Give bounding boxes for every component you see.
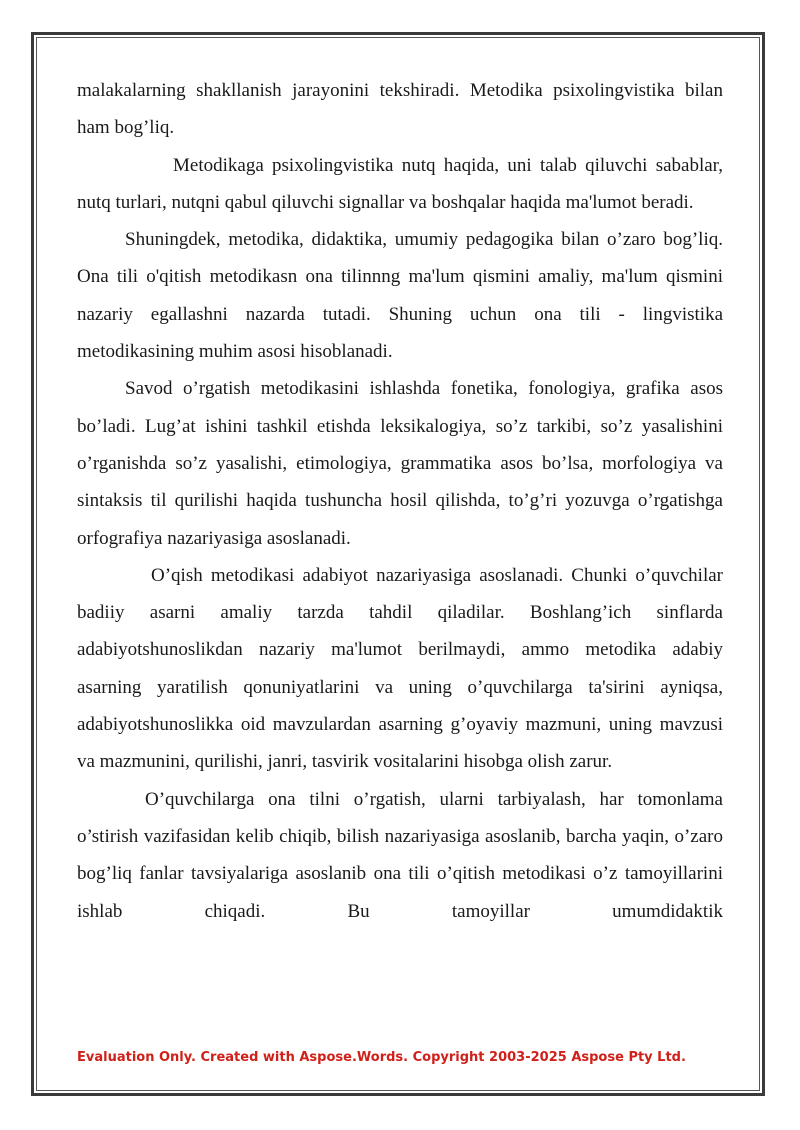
evaluation-watermark: Evaluation Only. Created with Aspose.Words. Copyright 2003-2025 Aspose Pty Ltd. xyxy=(77,1050,686,1065)
paragraph: Shuningdek, metodika, didaktika, umumiy pedagogika bilan o’zaro bog’liq. Ona tili o'qitish metodikasn ona tilinnng ma'lum qismini amaliy, ma'lum qismini nazariy egallashni nazarda tutadi. Shuning uchun ona tili - lingvistika metodikasining muhim asosi hisoblanadi. xyxy=(77,229,723,363)
paragraph: O’qish metodikasi adabiyot nazariyasiga asoslanadi. Chunki o’quvchilar badiiy asarni amaliy tarzda tahdil qiladilar. Boshlang’ich sinflarda adabiyotshunoslikdan nazariy ma'lumot berilmaydi, ammo metodika adabiy asarning yaratilish qonuniyatlarini va uning o’quvchilarga ta'sirini ayniqsa, adabiyotshunoslikka oid mavzulardan asarning g’oyaviy mazmuni, uning mavzusi va mazmunini, qurilishi, janri, tasvirik vositalarini hisobga olish zarur. xyxy=(77,564,723,773)
paragraph: O’quvchilarga ona tilni o’rgatish, ularni tarbiyalash, har tomonlama o’stirish vazifasidan kelib chiqib, bilish nazariyasiga asoslanib, barcha yaqin, o’zaro bog’liq fanlar tavsiyalariga asoslanib ona tili o’qitish metodikasi o’z tamoyillarini ishlab chiqadi. Bu tamoyillar umumdidaktik xyxy=(77,788,723,922)
paragraph: Savod o’rgatish metodikasini ishlashda fonetika, fonologiya, grafika asos bo’ladi. Lug’at ishini tashkil etishda leksikalogiya, so’z tarkibi, so’z yasalishini o’rganishda so’z yasalishi, etimologiya, grammatika asos bo’lsa, morfologiya va sintaksis til qurilishi haqida tushuncha hosil qilishda, to’g’ri yozuvga o’rgatishga orfografiya nazariyasiga asoslanadi. xyxy=(77,378,723,549)
paragraph: Metodikaga psixolingvistika nutq haqida, uni talab qiluvchi sabablar, nutq turlari, nutqni qabul qiluvchi signallar va boshqalar haqida ma'lumot beradi. xyxy=(77,154,723,213)
document-body xyxy=(77,72,723,930)
paragraph: malakalarning shakllanish jarayonini tekshiradi. Metodika psixolingvistika bilan ham bog’liq. xyxy=(77,80,723,139)
